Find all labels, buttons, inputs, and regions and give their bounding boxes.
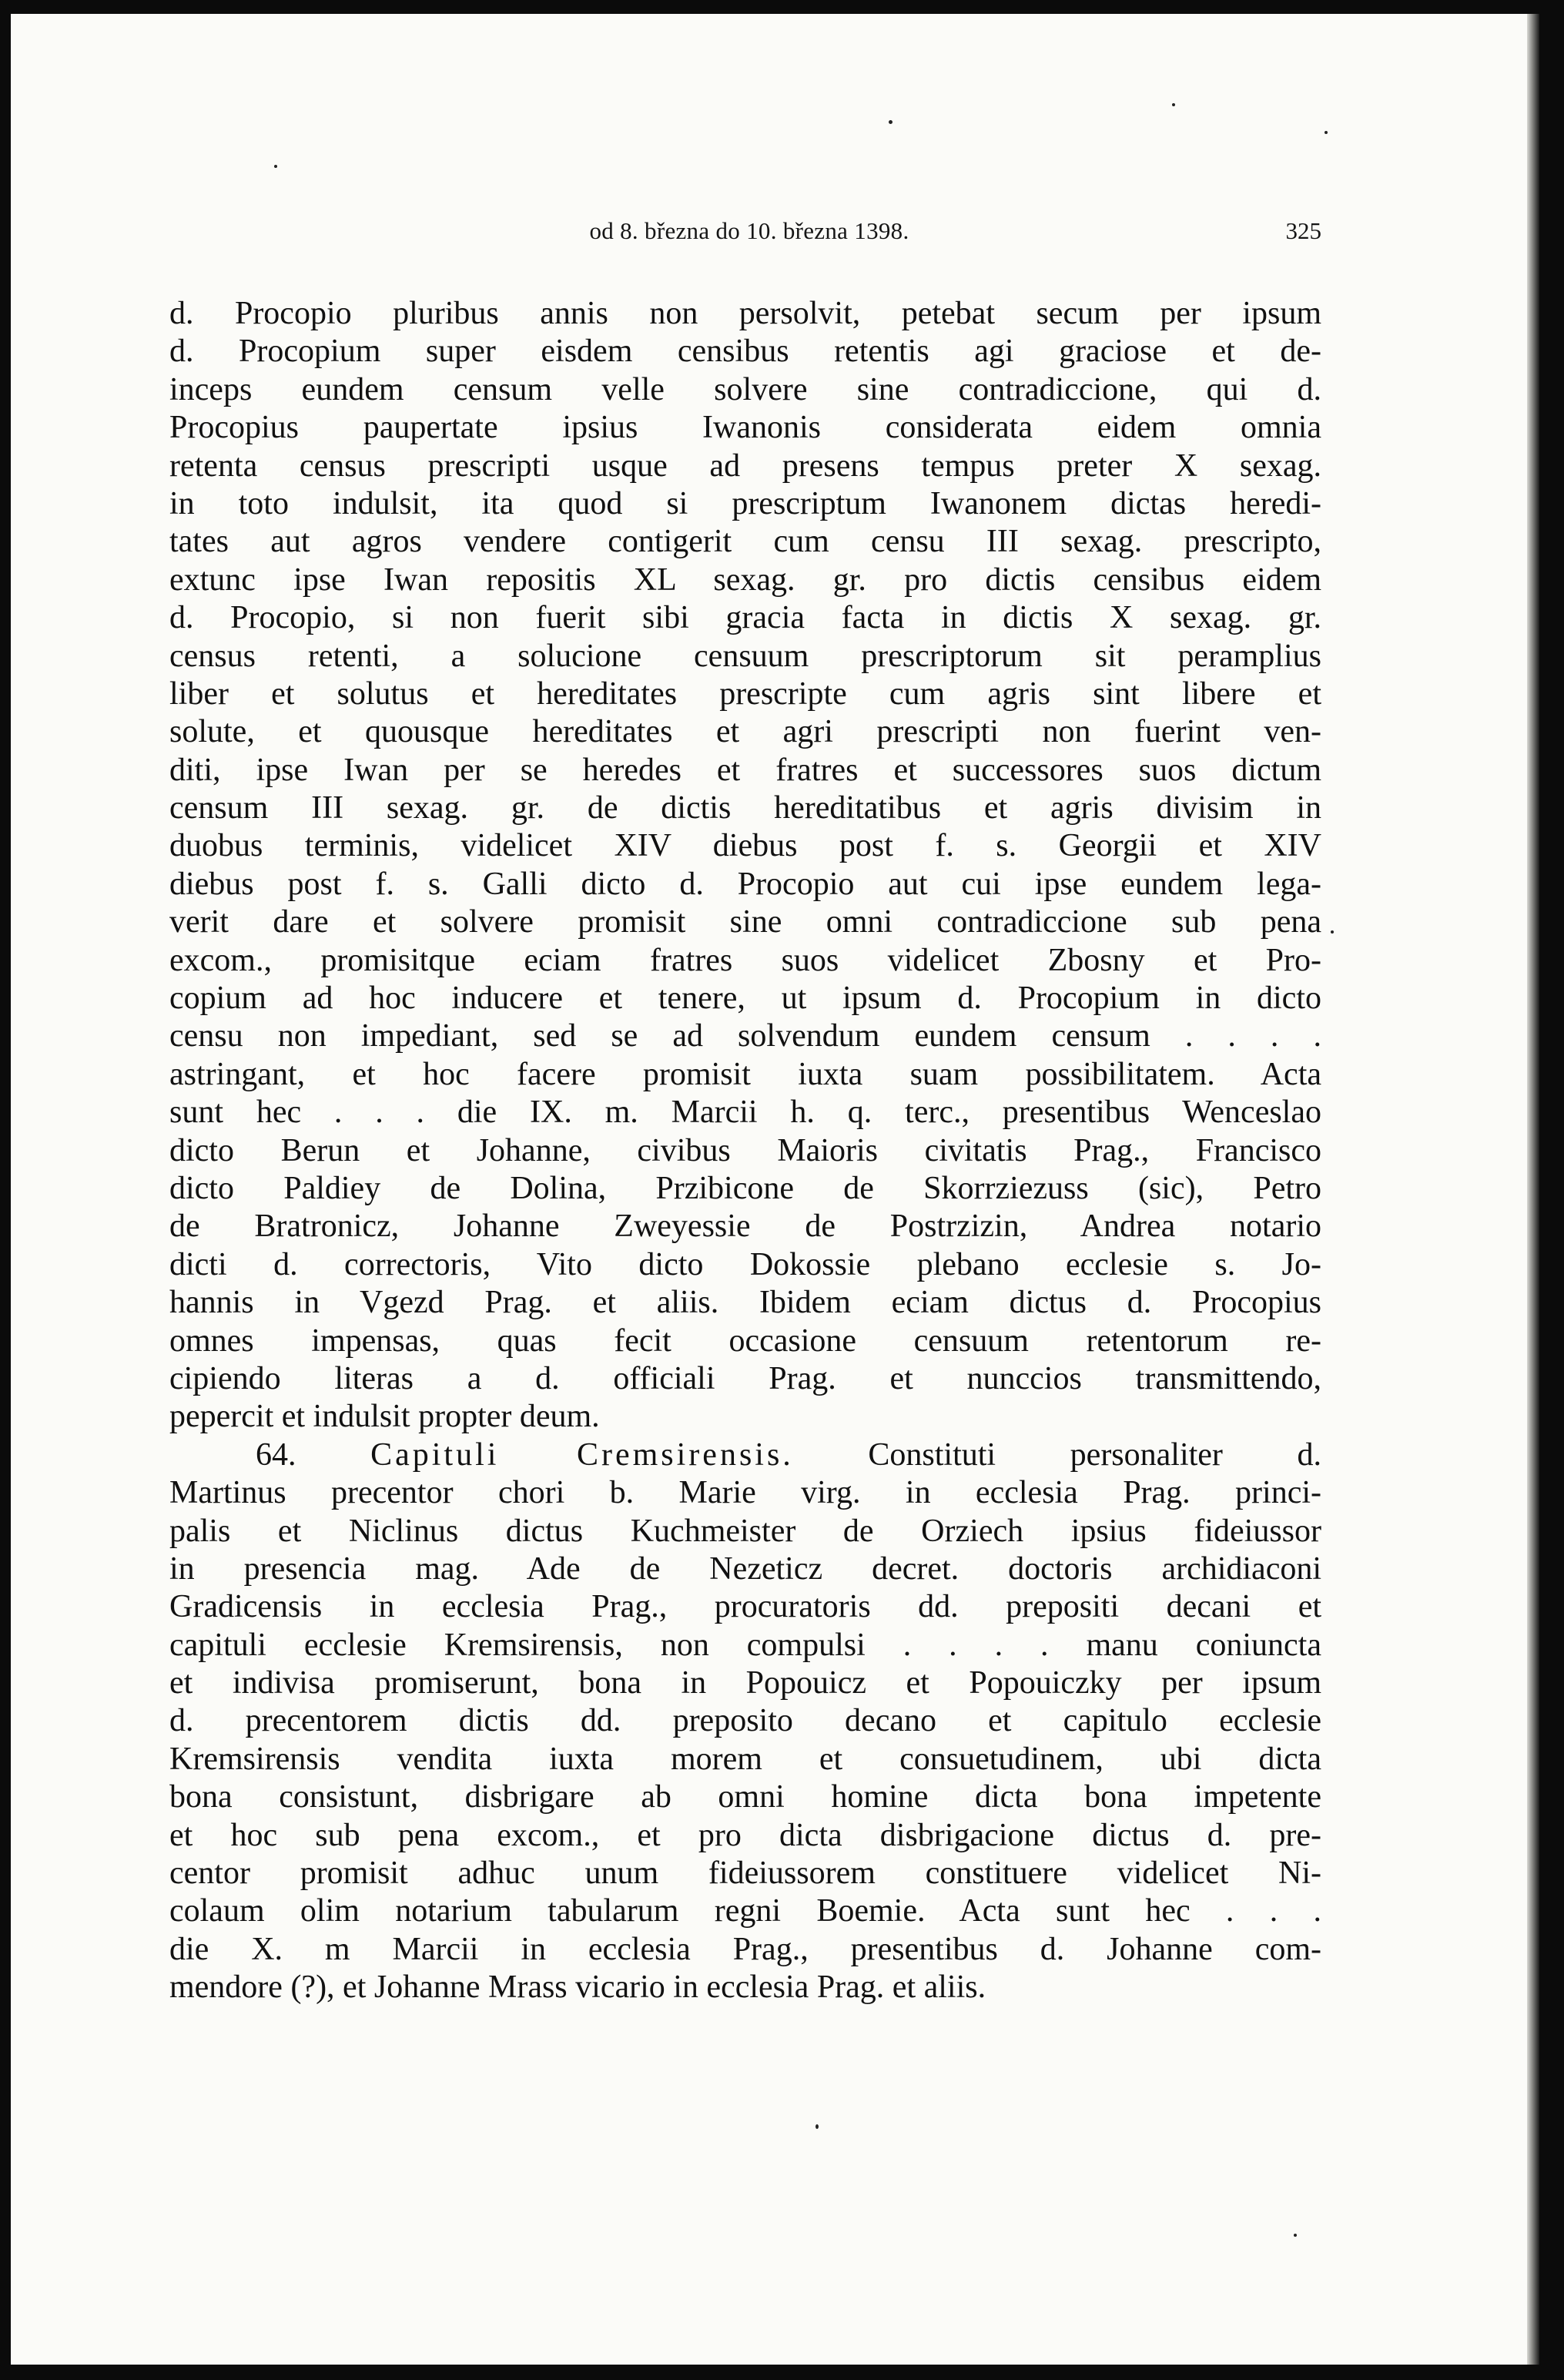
text-line: Procopius paupertate ipsius Iwanonis considerata eidem omnia: [169, 410, 1321, 446]
text-line: solute, et quousque hereditates et agri prescripti non fuerint ven-: [169, 714, 1321, 750]
text-line: d. Procopio pluribus annis non persolvit, petebat secum per ipsum: [169, 296, 1321, 331]
paragraph-63: [169, 295, 1321, 1436]
text-line: d. Procopio, si non fuerit sibi gracia facta in dictis X sexag. gr.: [169, 600, 1321, 636]
text-line: cipiendo literas a d. officiali Prag. et nunccios transmittendo,: [169, 1360, 1321, 1396]
text-line: bona consistunt, disbrigare ab omni homine dicta bona impetente: [169, 1779, 1321, 1815]
body-text: [169, 295, 1321, 2007]
text-line: et hoc sub pena excom., et pro dicta disbrigacione dictus d. pre-: [169, 1817, 1321, 1853]
page-edge-shadow: [1527, 14, 1539, 2365]
entry-first-line-text: Constituti personaliter d.: [868, 1436, 1321, 1473]
text-line: extunc ipse Iwan repositis XL sexag. gr. pro dictis censibus eidem: [169, 561, 1321, 598]
text-line: colaum olim notarium tabularum regni Boemie. Acta sunt hec . . .: [169, 1893, 1321, 1929]
text-line: die X. m Marcii in ecclesia Prag., presentibus d. Johanne com-: [169, 1931, 1321, 1967]
page-number: 325: [1285, 217, 1321, 244]
text-line: in presencia mag. Ade de Nezeticz decret. doctoris archidiaconi: [169, 1550, 1321, 1587]
text-line: Martinus precentor chori b. Marie virg. in ecclesia Prag. princi-: [169, 1475, 1321, 1511]
text-line: omnes impensas, quas fecit occasione censuum retentorum re-: [169, 1322, 1321, 1359]
text-line: astringant, et hoc facere promisit iuxta suam possibilitatem. Acta: [169, 1056, 1321, 1092]
text-line: centor promisit adhuc unum fideiussorem constituere videlicet Ni-: [169, 1855, 1321, 1892]
text-line: hannis in Vgezd Prag. et aliis. Ibidem eciam dictus d. Procopius: [169, 1285, 1321, 1321]
scan-speck: [274, 165, 277, 168]
text-line: d. Procopium super eisdem censibus retentis agi graciose et de-: [169, 334, 1321, 370]
scan-speck: [1172, 103, 1175, 106]
text-line: Gradicensis in ecclesia Prag., procuratoris dd. prepositi decani et: [169, 1589, 1321, 1625]
text-line: palis et Niclinus dictus Kuchmeister de Orziech ipsius fideiussor: [169, 1513, 1321, 1549]
text-line: retenta census prescripti usque ad presens tempus preter X sexag.: [169, 448, 1321, 484]
text-line: duobus terminis, videlicet XIV diebus post f. s. Georgii et XIV: [169, 828, 1321, 864]
scan-speck: [1331, 930, 1334, 934]
text-line: dicti d. correctoris, Vito dicto Dokossie plebano ecclesie s. Jo-: [169, 1246, 1321, 1282]
text-line: pepercit et indulsit propter deum.: [169, 1399, 600, 1435]
text-line: de Bratronicz, Johanne Zweyessie de Postrzizin, Andrea notario: [169, 1208, 1321, 1245]
text-line: censum III sexag. gr. de dictis hereditatibus et agris divisim in: [169, 790, 1321, 826]
text-line: capituli ecclesie Kremsirensis, non compulsi . . . . manu coniuncta: [169, 1627, 1321, 1663]
text-line: diti, ipse Iwan per se heredes et fratres et successores suos dictum: [169, 752, 1321, 788]
text-line: excom., promisitque eciam fratres suos videlicet Zbosny et Pro-: [169, 942, 1321, 978]
text-line: in toto indulsit, ita quod si prescriptum Iwanonem dictas heredi-: [169, 485, 1321, 521]
text-line: censu non impediant, sed se ad solvendum eundem censum . . . .: [169, 1018, 1321, 1054]
text-line: diebus post f. s. Galli dicto d. Procopio aut cui ipse eundem lega-: [169, 866, 1321, 902]
entry-first-line: [169, 1436, 1321, 1474]
paragraph-64: [169, 1436, 1321, 2007]
scan-speck: [1294, 2234, 1297, 2237]
text-line: verit dare et solvere promisit sine omni contradiccione sub pena: [169, 904, 1321, 940]
text-line: census retenti, a solucione censuum prescriptorum sit peramplius: [169, 638, 1321, 674]
text-line: sunt hec . . . die IX. m. Marcii h. q. terc., presentibus Wenceslao: [169, 1094, 1321, 1131]
scan-speck: [815, 2124, 819, 2129]
entry-number: 64.: [256, 1436, 296, 1473]
entry-heading: Capituli Cremsirensis.: [370, 1436, 794, 1473]
text-line: d. precentorem dictis dd. preposito decano et capitulo ecclesie: [169, 1703, 1321, 1739]
running-title: od 8. března do 10. března 1398.: [589, 217, 909, 244]
text-line: copium ad hoc inducere et tenere, ut ipsum d. Procopium in dicto: [169, 980, 1321, 1017]
text-line: Kremsirensis vendita iuxta morem et consuetudinem, ubi dicta: [169, 1741, 1321, 1777]
text-line: dicto Berun et Johanne, civibus Maioris civitatis Prag., Francisco: [169, 1132, 1321, 1168]
text-line: et indivisa promiserunt, bona in Popouicz et Popouiczky per ipsum: [169, 1665, 1321, 1701]
text-line: liber et solutus et hereditates prescripte cum agris sint libere et: [169, 675, 1321, 712]
book-page: [11, 14, 1539, 2365]
text-line: mendore (?), et Johanne Mrass vicario in ecclesia Prag. et aliis.: [169, 1969, 986, 2006]
text-line: dicto Paldiey de Dolina, Przibicone de Skorrziezuss (sic), Petro: [169, 1170, 1321, 1206]
text-line: tates aut agros vendere contigerit cum censu III sexag. prescripto,: [169, 524, 1321, 560]
scan-speck: [889, 120, 893, 124]
scan-speck: [1325, 131, 1328, 134]
running-head: [177, 206, 1321, 253]
text-line: inceps eundem censum velle solvere sine contradiccione, qui d.: [169, 371, 1321, 407]
